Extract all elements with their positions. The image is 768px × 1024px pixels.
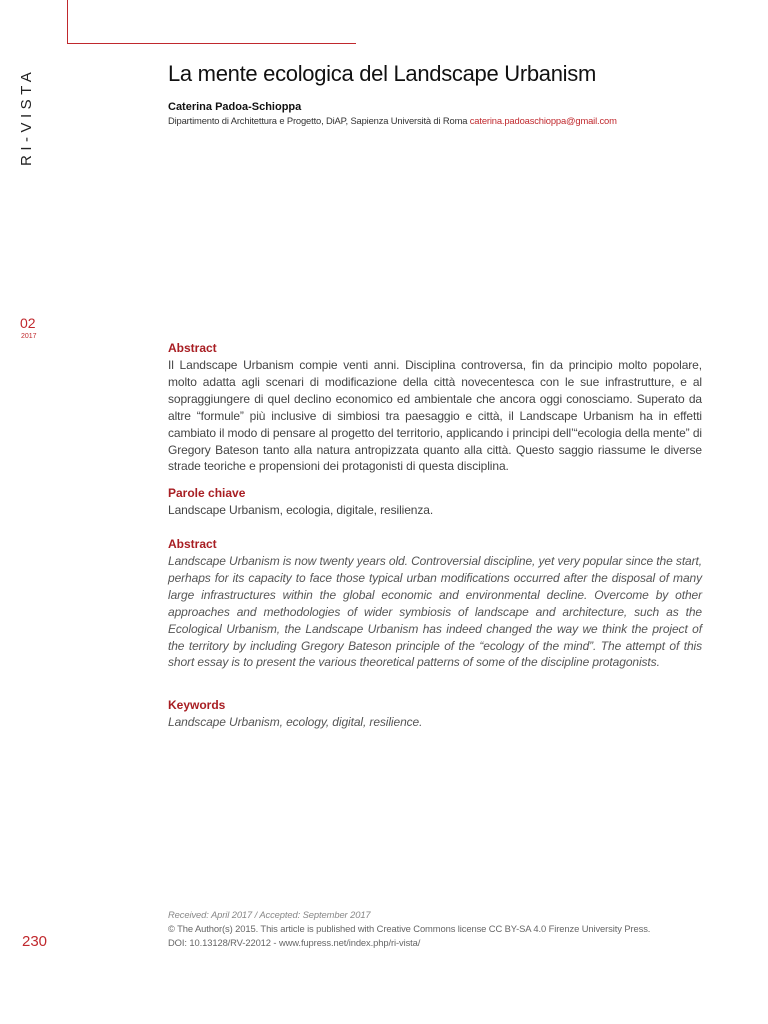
frame-line-vertical [67,0,68,44]
doi-link[interactable]: DOI: 10.13128/RV-22012 - www.fupress.net/index.php/ri-vista/ [168,937,421,948]
author-affiliation [168,115,702,126]
abstract-en-heading: Abstract [168,537,217,551]
keywords-en-heading: Keywords [168,698,226,712]
keywords-it-text: Landscape Urbanism, ecologia, digitale, resilienza. [168,503,434,517]
frame-line-horizontal [67,43,356,44]
abstract-it-heading: Abstract [168,341,217,355]
keywords-it-heading: Parole chiave [168,486,246,500]
abstract-en-text: Landscape Urbanism is now twenty years old. Controversial discipline, yet very popular since the start, perhaps for its capacity to face those typical urban modifications occurred after the disposal of many large infrastructures within the global economic and environmental decline. Overcome by other approaches and methodologies of wider symbiosis of landscape and architecture, such as the Ecological Urbanism, the Landscape Urbanism has indeed changed the way we think the project of the territory by including Gregory Bateson principle of the “ecology of the mind”. The attempt of this short essay is to present the various theoretical patterns of some of the discipline protagonists. [168,554,702,670]
issue-number: 02 [20,315,36,331]
keywords-en-text: Landscape Urbanism, ecology, digital, resilience. [168,715,423,729]
received-accepted-dates: Received: April 2017 / Accepted: September 2017 [168,909,371,920]
article-title: La mente ecologica del Landscape Urbanism [168,61,596,86]
affiliation-text: Dipartimento di Architettura e Progetto, DiAP, Sapienza Università di Roma [168,115,468,126]
abstract-it-text: Il Landscape Urbanism compie venti anni. Disciplina controversa, fin da principio molto popolare, molto adatta agli scenari di modificazione della città novecentesca con le sue infrastrutture, e al sopraggiungere di quel declino economico ed ambientale che ancora oggi conosciamo. Superato da altre “formule” più inclusive di simbiosi tra paesaggio e città, il Landscape Urbanism ha in effetti cambiato il modo di pensare al progetto del territorio, applicando i principi dell’“ecologia della mente” di Gregory Bateson tanto alla natura antropizzata quanto alla città. Questo saggio riassume le diverse strade teoriche e propensioni dei protagonisti di questa disciplina. [168,358,702,474]
license-statement: © The Author(s) 2015. This article is published with Creative Commons license CC BY-SA 4.0 Firenze University Press. [168,923,651,934]
journal-name: RI-VISTA [18,67,35,166]
author-email-link[interactable]: caterina.padoaschioppa@gmail.com [469,115,617,126]
issue-year: 2017 [21,333,37,340]
page-number: 230 [22,933,48,950]
author-name: Caterina Padoa-Schioppa [168,101,302,113]
